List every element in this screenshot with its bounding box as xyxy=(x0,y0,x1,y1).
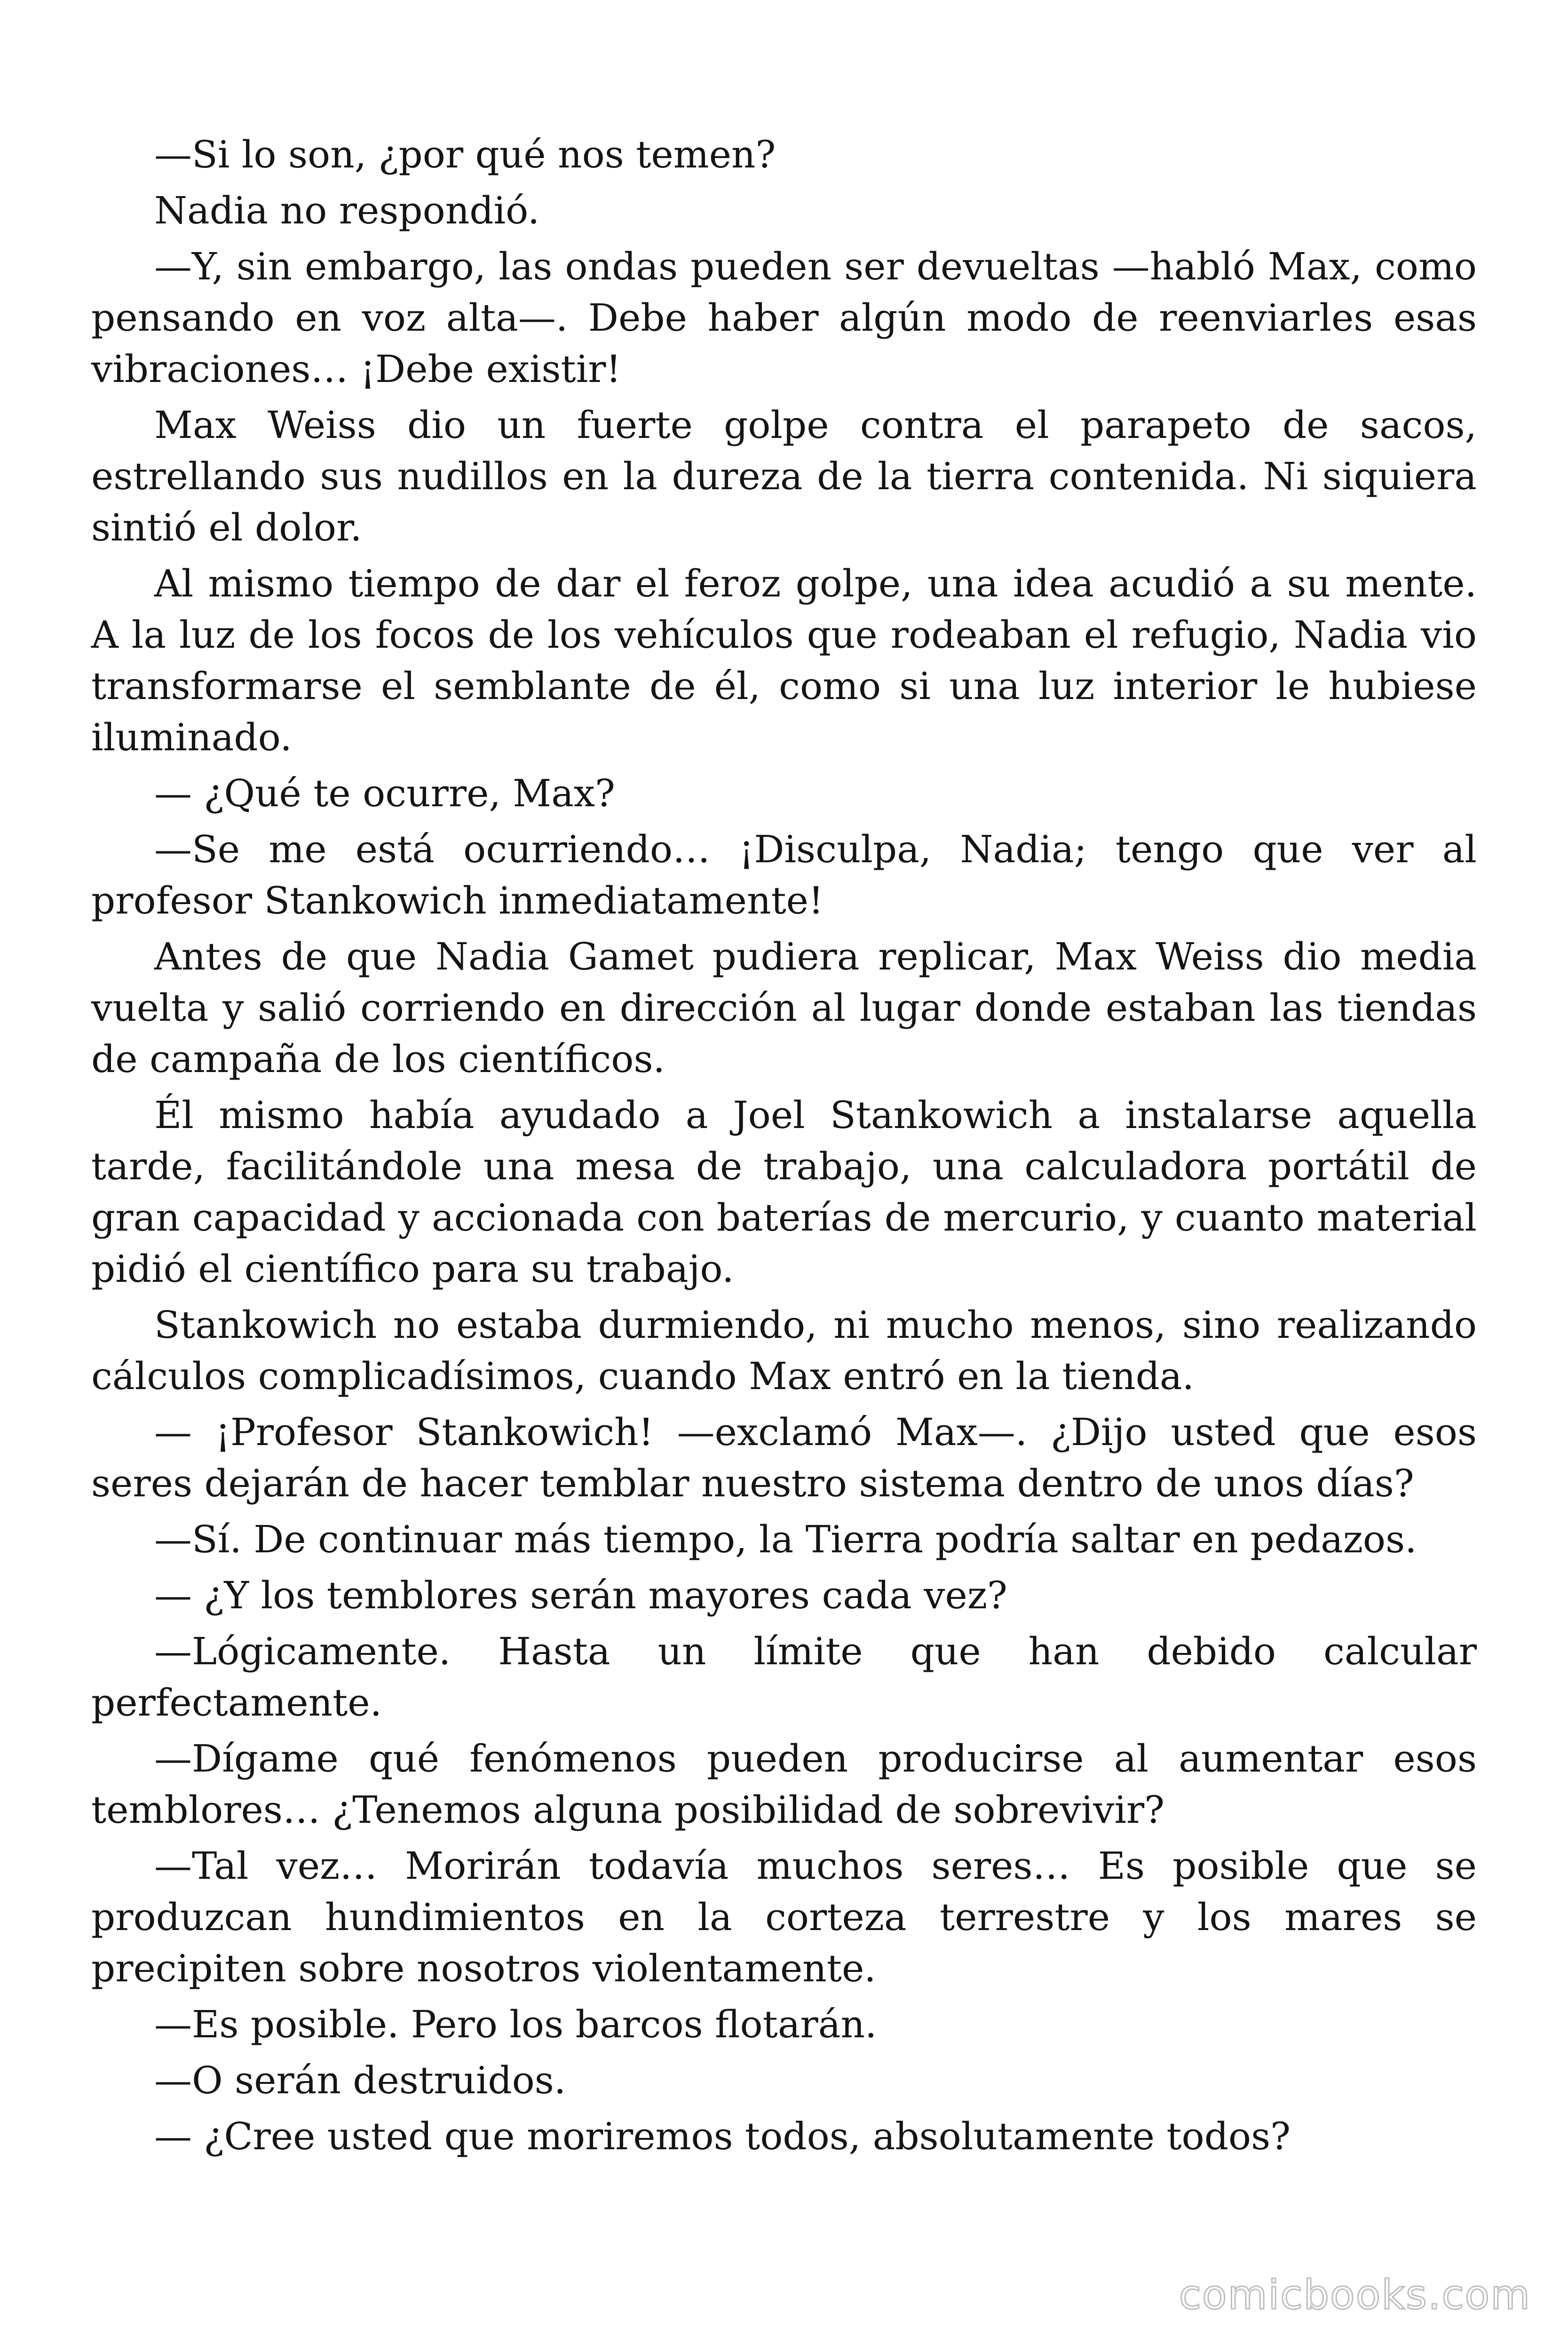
paragraph: Nadia no respondió. xyxy=(154,189,540,232)
paragraph: — ¿Qué te ocurre, Max? xyxy=(154,771,615,815)
paragraph: —Si lo son, ¿por qué nos temen? xyxy=(154,133,776,176)
paragraph: —Es posible. Pero los barcos flotarán. xyxy=(154,2002,877,2046)
paragraph: — ¡Profesor Stankowich! —exclamó Max—. ¿Dijo usted que esos seres dejarán de hacer temblar nuestro sistema dentro de unos días? xyxy=(91,1410,1477,1505)
book-page xyxy=(91,129,1477,2167)
paragraph: —Dígame qué fenómenos pueden producirse al aumentar esos temblores… ¿Tenemos alguna posibilidad de sobrevivir? xyxy=(91,1737,1477,1832)
paragraph: — ¿Cree usted que moriremos todos, absolutamente todos? xyxy=(154,2114,1291,2158)
watermark: comicbooks.com xyxy=(1179,2272,1531,2319)
paragraph: — ¿Y los temblores serán mayores cada vez? xyxy=(154,1573,1007,1617)
paragraph: Antes de que Nadia Gamet pudiera replicar, Max Weiss dio media vuelta y salió corriendo en dirección al lugar donde estaban las tiendas de campaña de los científicos. xyxy=(91,935,1477,1081)
paragraph: —Y, sin embargo, las ondas pueden ser devueltas —habló Max, como pensando en voz alta—. Debe haber algún modo de reenviarles esas vibraciones… ¡Debe existir! xyxy=(91,245,1477,391)
paragraph: —Se me está ocurriendo… ¡Disculpa, Nadia; tengo que ver al profesor Stankowich inmediatamente! xyxy=(91,827,1477,922)
paragraph: Al mismo tiempo de dar el feroz golpe, una idea acudió a su mente. A la luz de los focos de los vehículos que rodeaban el refugio, Nadia vio transformarse el semblante de él, como si una luz interior le hubiese iluminado. xyxy=(91,562,1477,759)
paragraph: Stankowich no estaba durmiendo, ni mucho menos, sino realizando cálculos complicadísimos, cuando Max entró en la tienda. xyxy=(91,1303,1477,1398)
paragraph: Él mismo había ayudado a Joel Stankowich a instalarse aquella tarde, facilitándole una mesa de trabajo, una calculadora portátil de gran capacidad y accionada con baterías de mercurio, y cuanto material pidió el científico para su trabajo. xyxy=(91,1093,1477,1291)
paragraph: —O serán destruidos. xyxy=(154,2058,566,2102)
paragraph: —Lógicamente. Hasta un límite que han debido calcular perfectamente. xyxy=(91,1629,1477,1724)
paragraph: Max Weiss dio un fuerte golpe contra el parapeto de sacos, estrellando sus nudillos en la dureza de la tierra contenida. Ni siquiera sintió el dolor. xyxy=(91,403,1477,549)
paragraph: —Tal vez… Morirán todavía muchos seres… Es posible que se produzcan hundimientos en la corteza terrestre y los mares se precipiten sobre nosotros violentamente. xyxy=(91,1844,1477,1990)
paragraph: —Sí. De continuar más tiempo, la Tierra podría saltar en pedazos. xyxy=(154,1518,1417,1561)
